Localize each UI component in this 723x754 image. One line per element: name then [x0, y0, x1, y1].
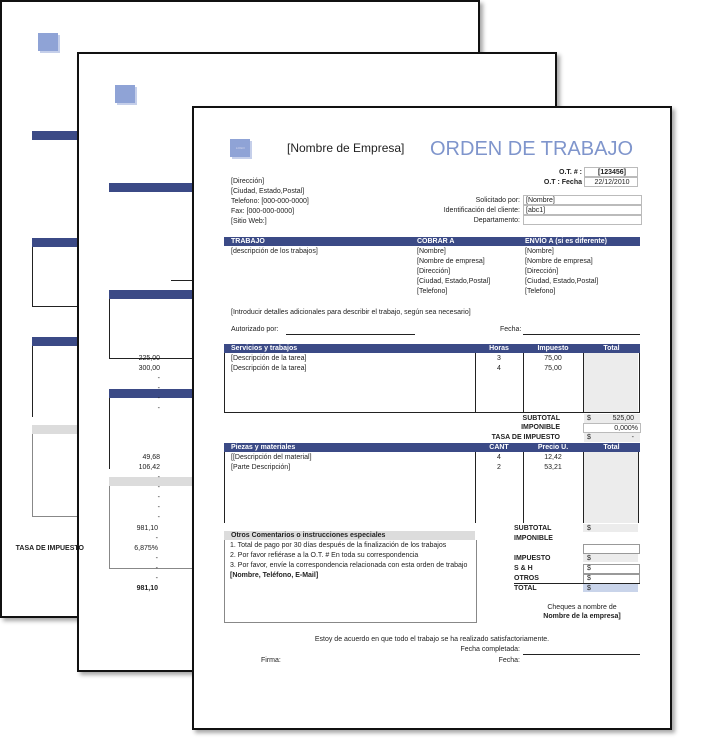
parts-total-header: Total: [603, 444, 620, 451]
address-line: [Dirección]: [231, 178, 265, 185]
work-order-page-front: [15, 106, 672, 730]
task-total: -: [157, 405, 160, 412]
task-rate[interactable]: 75,00: [544, 355, 562, 362]
total-value: 981,10: [136, 585, 158, 592]
part-total: -: [157, 484, 160, 491]
currency-symbol: $: [587, 415, 591, 422]
qty-header: CANT: [489, 444, 509, 451]
address-line: [Ciudad, Estado,Postal]: [231, 188, 305, 195]
total-rule: [514, 583, 640, 584]
comment-line: 2. Por favor refiérase a la O.T. # En toda su correspondencia: [230, 552, 419, 559]
services-taxable-field[interactable]: 0,000%: [583, 423, 641, 433]
bill-to-line: [Ciudad, Estado,Postal]: [417, 278, 491, 285]
divider: [224, 452, 225, 523]
company-logo: [38, 33, 58, 51]
ot-number-label: O.T. # :: [559, 169, 582, 176]
company-logo: [230, 139, 250, 157]
currency-symbol: $: [587, 555, 591, 562]
currency-symbol: $: [587, 565, 591, 572]
bill-to-line: [Telefono]: [417, 288, 448, 295]
bill-to-line: [Dirección]: [417, 268, 451, 275]
taxable-value: -: [155, 535, 158, 542]
requested-by-label: Solicitado por:: [475, 197, 520, 204]
divider: [638, 452, 639, 523]
parts-total-column: [584, 452, 638, 523]
comment-line: 1. Total de pago por 30 días después de la finalización de los trabajos: [230, 542, 447, 549]
part-description[interactable]: [[Descripción del material]: [231, 454, 312, 461]
currency-symbol: $: [587, 525, 591, 532]
ot-number-field[interactable]: [123456]: [584, 167, 638, 177]
divider: [583, 452, 584, 523]
currency-symbol: $: [587, 575, 591, 582]
task-rate[interactable]: 75,00: [544, 365, 562, 372]
client-id-field[interactable]: [abc1]: [523, 205, 642, 215]
part-total: 49,68: [142, 454, 160, 461]
department-field[interactable]: [523, 215, 642, 225]
taxrate-value: 6,875%: [134, 545, 158, 552]
task-description[interactable]: [Descripción de la tarea]: [231, 355, 307, 362]
signature-label: Firma:: [261, 657, 281, 664]
part-total: -: [157, 494, 160, 501]
subtotal-label: SUBTOTAL: [514, 525, 552, 532]
agreement-text: Estoy de acuerdo en que todo el trabajo se ha realizado satisfactoriamente.: [314, 636, 550, 643]
part-unit-price[interactable]: 53,21: [544, 464, 562, 471]
job-description[interactable]: [descripción de los trabajos]: [231, 248, 318, 255]
company-logo: [115, 85, 135, 103]
currency-symbol: $: [587, 585, 591, 592]
completed-date-label: Fecha completada:: [460, 646, 520, 653]
bill-to-line: [Nombre]: [417, 248, 446, 255]
ot-date-label: O.T : Fecha: [543, 179, 582, 186]
currency-symbol: $: [587, 434, 591, 441]
address-line: Fax: [000-000-0000]: [231, 208, 295, 215]
subtotal-value: 981,10: [136, 525, 158, 532]
ot-date-field[interactable]: 22/12/2010: [584, 177, 638, 187]
bill-to-header: COBRAR A: [417, 238, 455, 245]
ship-to-line: [Nombre]: [525, 248, 554, 255]
total-header: Total: [603, 345, 620, 352]
authorized-by-label: Autorizado por:: [231, 326, 279, 333]
services-subtotal-label: SUBTOTAL: [522, 415, 560, 422]
company-name: [Nombre de Empresa]: [287, 141, 405, 155]
checks-line: Cheques a nombre de: [547, 604, 617, 611]
part-total: -: [157, 514, 160, 521]
tax-label: IMPUESTO: [514, 555, 551, 562]
services-taxable-label: IMPONIBLE: [521, 424, 560, 431]
part-quantity[interactable]: 2: [497, 464, 501, 471]
hours-header: Horas: [489, 345, 509, 352]
part-quantity[interactable]: 4: [497, 454, 501, 461]
task-hours[interactable]: 4: [497, 365, 501, 372]
divider: [32, 346, 33, 417]
taxable-cell: [583, 534, 638, 542]
job-date-line[interactable]: [523, 334, 640, 335]
job-col-header: TRABAJO: [231, 238, 265, 245]
ship-to-line: [Telefono]: [525, 288, 556, 295]
services-total-column: [584, 353, 638, 412]
sh-cell[interactable]: [583, 564, 640, 574]
bill-to-line: [Nombre de empresa]: [417, 258, 485, 265]
comments-header: Otros Comentarios o instrucciones especiales: [231, 532, 386, 539]
other-value: -: [155, 575, 158, 582]
tax-value: -: [155, 555, 158, 562]
completed-date-line[interactable]: [523, 654, 640, 655]
requested-by-field[interactable]: [Nombre]: [523, 195, 642, 205]
part-unit-price[interactable]: 12,42: [544, 454, 562, 461]
authorized-by-line[interactable]: [286, 334, 415, 335]
task-description[interactable]: [Descripción de la tarea]: [231, 365, 307, 372]
part-total: 106,42: [138, 464, 160, 471]
part-total: -: [157, 504, 160, 511]
taxrate-label: TASA DE IMPUESTO: [15, 545, 84, 552]
divider: [583, 353, 584, 413]
divider: [109, 398, 110, 469]
part-total: -: [157, 474, 160, 481]
task-total: -: [157, 375, 160, 382]
part-description[interactable]: [Parte Descripción]: [231, 464, 291, 471]
subtotal-cell: [583, 524, 638, 532]
comment-line: 3. Por favor, envíe la correspondencia relacionada con esta orden de trabajo: [230, 562, 468, 569]
document-title: ORDEN DE TRABAJO: [430, 138, 633, 160]
tax-cell: [583, 554, 638, 562]
total-label: TOTAL: [514, 585, 537, 592]
parts-header: Piezas y materiales: [231, 444, 296, 451]
client-id-label: Identificación del cliente:: [443, 207, 520, 214]
other-label: OTROS: [514, 575, 539, 582]
taxable-label: IMPONIBLE: [514, 535, 553, 542]
footer-date-label: Fecha:: [498, 657, 520, 664]
unit-price-header: Precio U.: [537, 444, 569, 451]
services-subtotal-value: 525,00: [612, 415, 634, 422]
task-total: -: [157, 395, 160, 402]
sh-value: -: [155, 565, 158, 572]
ship-to-line: [Nombre de empresa]: [525, 258, 593, 265]
address-line: [Sitio Web:]: [231, 218, 267, 225]
department-label: Departamento:: [473, 217, 520, 224]
task-total: 300,00: [138, 365, 160, 372]
comment-contact: [Nombre, Teléfono, E-Mail]: [230, 572, 319, 579]
ship-to-line: [Ciudad, Estado,Postal]: [525, 278, 599, 285]
additional-details[interactable]: [Introducir detalles adicionales para describir el trabajo, según sea necesario]: [231, 309, 471, 316]
task-total: -: [157, 385, 160, 392]
address-line: Telefono: [000-000-0000]: [231, 198, 309, 205]
job-date-label: Fecha:: [500, 326, 522, 333]
services-taxrate-value: -: [631, 434, 634, 441]
taxrate-cell[interactable]: [583, 544, 640, 554]
ship-to-line: [Dirección]: [525, 268, 559, 275]
task-hours[interactable]: 3: [497, 355, 501, 362]
checks-company: Nombre de la empresa]: [543, 613, 621, 620]
task-total: 225,00: [138, 355, 160, 362]
ship-to-header: ENVÍO A (si es diferente): [525, 238, 607, 245]
services-header: Servicios y trabajos: [231, 345, 298, 352]
logo-text: LOGO: [236, 146, 245, 150]
sh-label: S & H: [514, 565, 533, 572]
total-cell: [583, 584, 638, 592]
tax-header: Impuesto: [537, 345, 569, 352]
services-taxrate-label: TASA DE IMPUESTO: [491, 434, 560, 441]
